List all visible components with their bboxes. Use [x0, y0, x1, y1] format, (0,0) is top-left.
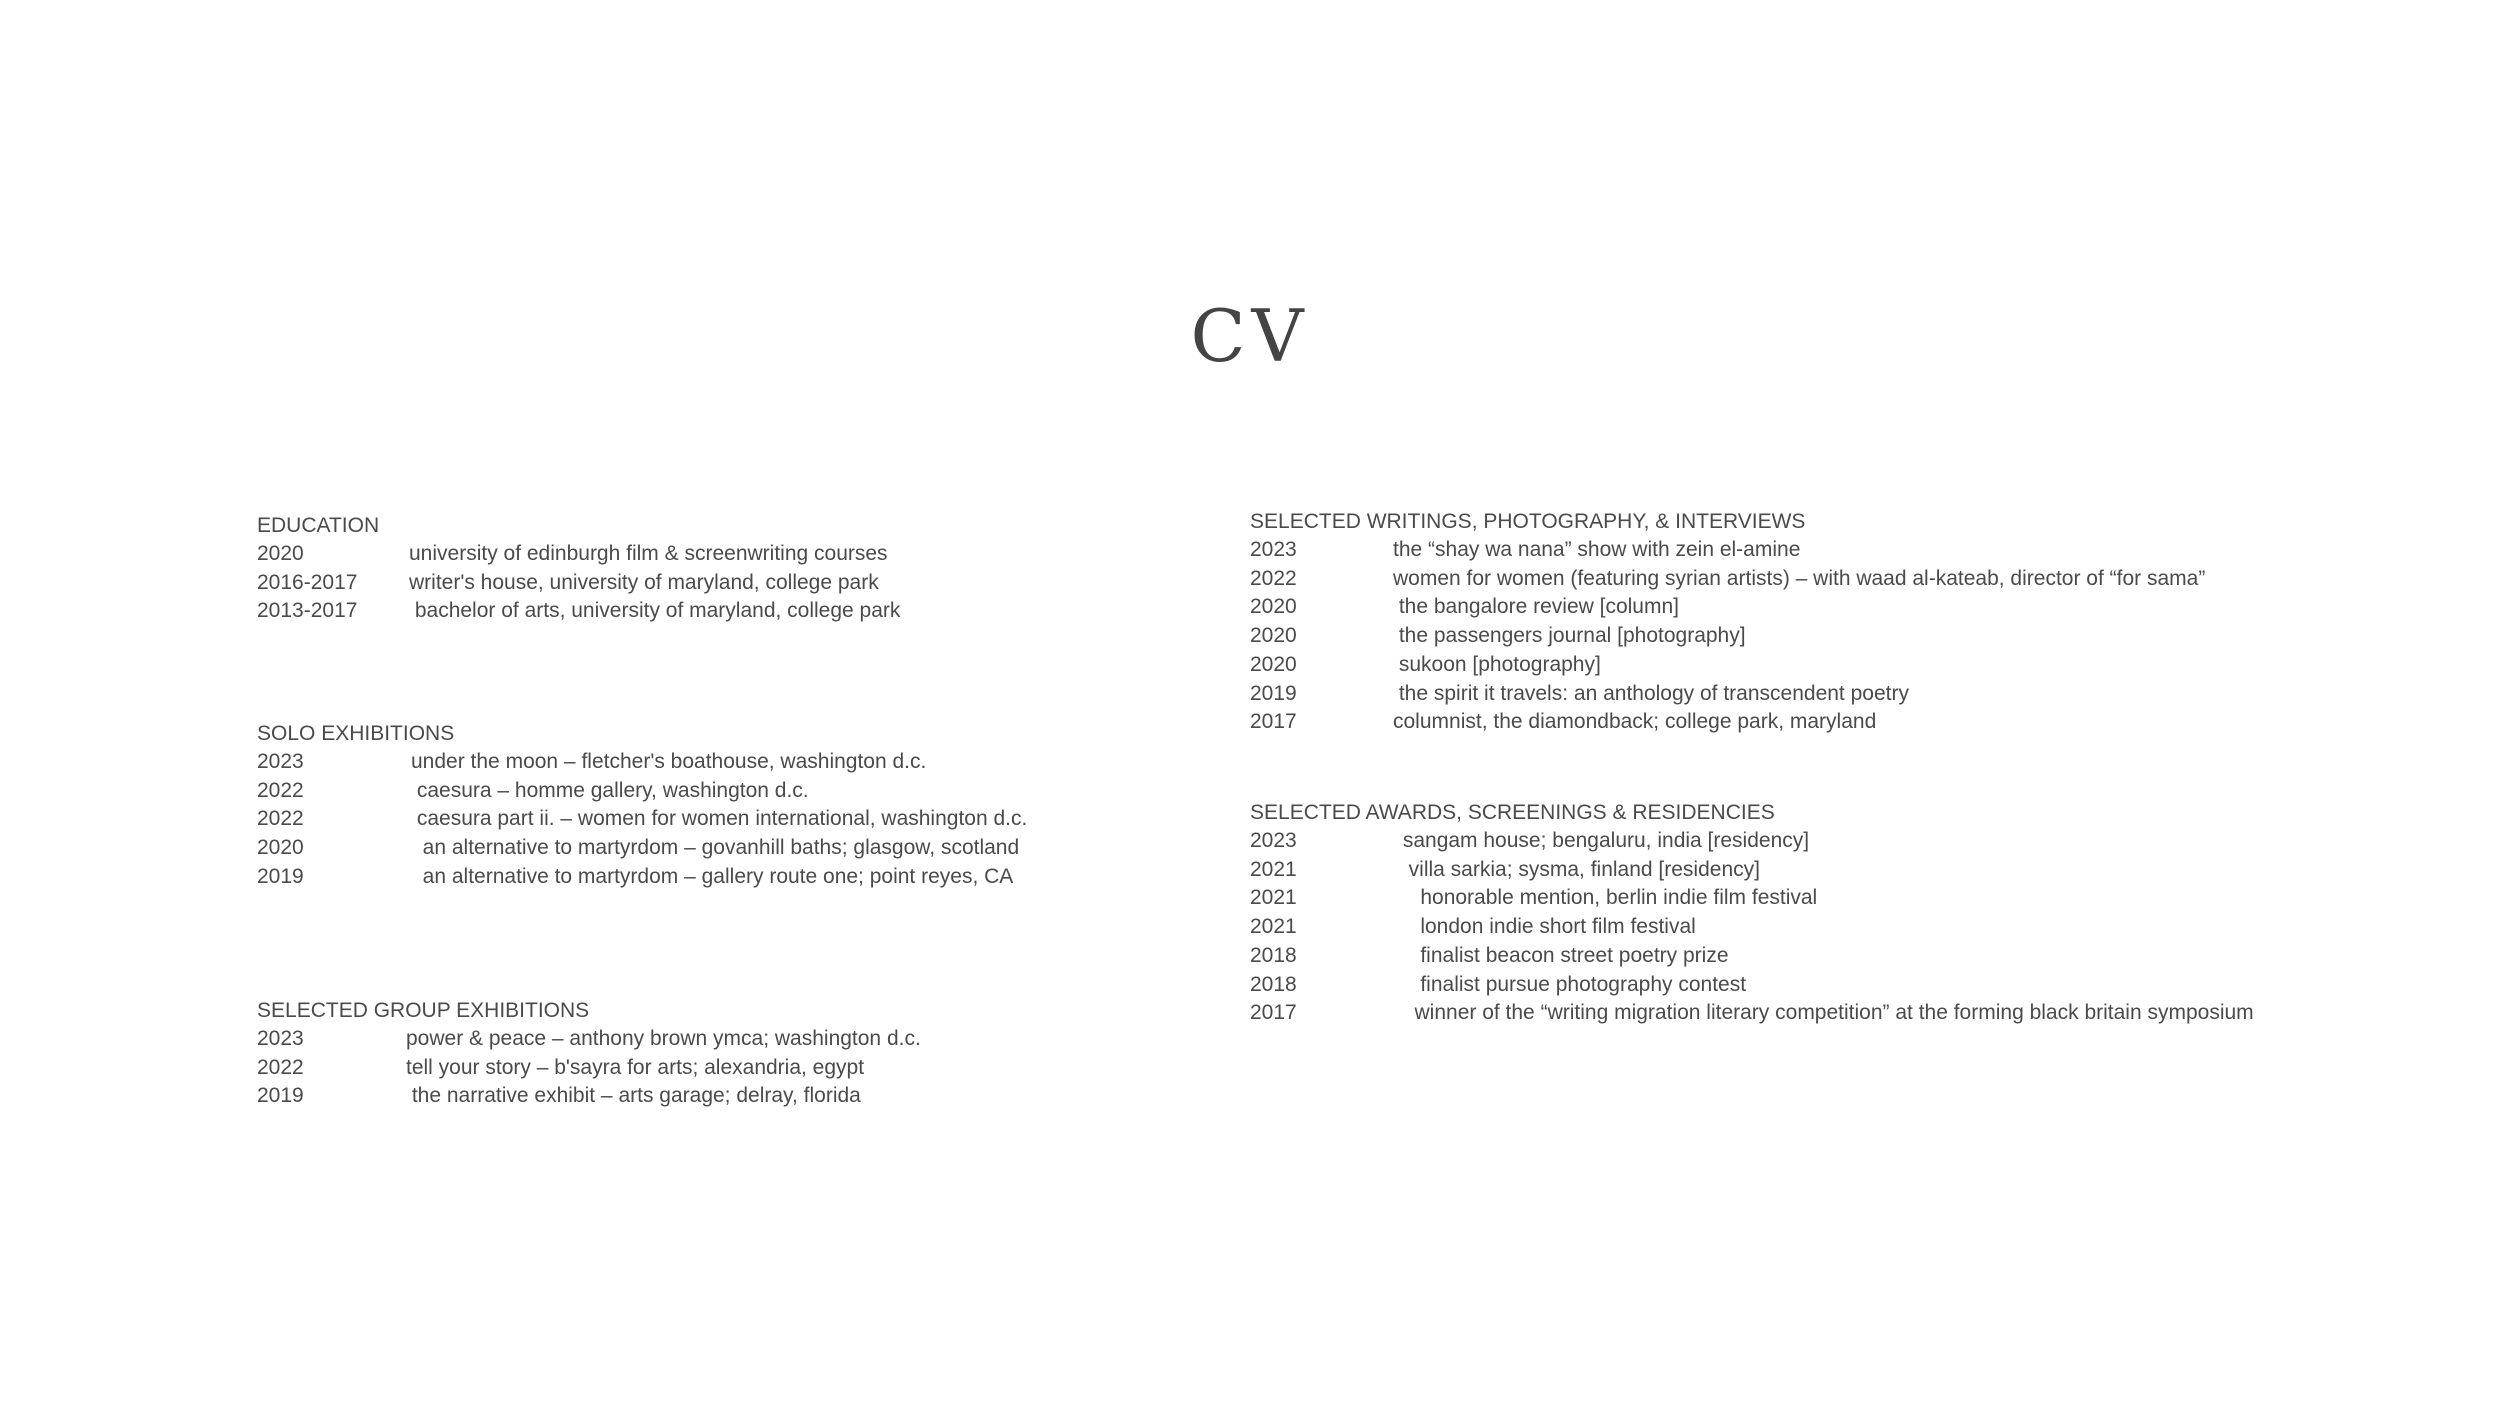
entry-text: finalist beacon street poetry prize — [1397, 943, 1729, 967]
writing-entry — [1250, 565, 2205, 594]
group-exhibition-entry — [257, 1025, 921, 1054]
entry-year: 2023 — [257, 1027, 304, 1050]
entry-year: 2022 — [257, 778, 304, 802]
solo-exhibition-entry — [257, 834, 1027, 863]
entry-year: 2018 — [1250, 943, 1297, 967]
entry-year: 2020 — [1250, 652, 1297, 676]
group-exhibitions-heading: SELECTED GROUP EXHIBITIONS — [257, 999, 590, 1022]
entry-year: 2023 — [1250, 829, 1297, 852]
entry-year: 2021 — [1250, 886, 1297, 910]
solo-exhibition-entry — [257, 863, 1027, 892]
writing-entry — [1250, 593, 2205, 622]
entry-text: caesura – homme gallery, washington d.c. — [411, 778, 809, 802]
entry-year: 2020 — [257, 542, 304, 565]
entry-year: 2023 — [257, 750, 304, 773]
entry-text: bachelor of arts, university of maryland, college park — [409, 599, 901, 623]
entry-text: caesura part ii. – women for women international, washington d.c. — [411, 807, 1028, 831]
education-entry — [257, 597, 900, 626]
solo-exhibitions-section — [257, 719, 1027, 892]
entry-year: 2013-2017 — [257, 599, 358, 623]
entry-text: an alternative to martyrdom – govanhill baths; glasgow, scotland — [411, 836, 1020, 860]
entry-text: the spirit it travels: an anthology of transcendent poetry — [1393, 681, 1909, 705]
entry-text: finalist pursue photography contest — [1397, 972, 1747, 996]
entry-text: tell your story – b'sayra for arts; alexandria, egypt — [406, 1055, 865, 1079]
award-entry — [1250, 856, 2254, 885]
solo-exhibition-entry — [257, 805, 1027, 834]
education-entry — [257, 540, 900, 569]
award-entry — [1250, 884, 2254, 913]
entry-year: 2022 — [257, 1055, 304, 1079]
solo-exhibition-entry — [257, 777, 1027, 806]
entry-text: an alternative to martyrdom – gallery route one; point reyes, CA — [411, 864, 1014, 888]
entry-text: winner of the “writing migration literary competition” at the forming black britain symposium — [1397, 1001, 2254, 1025]
entry-year: 2021 — [1250, 857, 1297, 881]
entry-text: sukoon [photography] — [1393, 652, 1601, 676]
entry-year: 2019 — [257, 864, 304, 888]
entry-text: london indie short film festival — [1397, 915, 1696, 939]
solo-exhibition-entry — [257, 748, 1027, 777]
page-title: CV — [1190, 294, 1310, 378]
entry-text: the “shay wa nana” show with zein el-amine — [1393, 538, 1801, 561]
group-exhibitions-section — [257, 996, 921, 1111]
entry-year: 2017 — [1250, 710, 1297, 734]
entry-text: the bangalore review [column] — [1393, 595, 1679, 619]
entry-year: 2022 — [1250, 566, 1297, 590]
entry-text: honorable mention, berlin indie film festival — [1397, 886, 1818, 910]
entry-year: 2017 — [1250, 1001, 1297, 1025]
group-exhibition-entry — [257, 1082, 921, 1111]
entry-text: writer's house, university of maryland, college park — [409, 570, 879, 594]
entry-text: the passengers journal [photography] — [1393, 624, 1746, 648]
award-entry — [1250, 971, 2254, 1000]
education-section — [257, 511, 900, 626]
writing-entry — [1250, 708, 2205, 737]
entry-year: 2023 — [1250, 538, 1297, 561]
writing-entry — [1250, 651, 2205, 680]
entry-text: under the moon – fletcher's boathouse, washington d.c. — [411, 750, 927, 773]
award-entry — [1250, 827, 2254, 856]
entry-text: sangam house; bengaluru, india [residency] — [1397, 829, 1810, 852]
award-entry — [1250, 999, 2254, 1028]
entry-year: 2021 — [1250, 915, 1297, 939]
writing-entry — [1250, 536, 2205, 565]
awards-section — [1250, 798, 2254, 1028]
entry-year: 2018 — [1250, 972, 1297, 996]
group-exhibition-entry — [257, 1054, 921, 1083]
awards-heading: SELECTED AWARDS, SCREENINGS & RESIDENCIES — [1250, 801, 1775, 824]
writing-entry — [1250, 680, 2205, 709]
writings-section — [1250, 507, 2205, 737]
education-entry — [257, 569, 900, 598]
entry-text: power & peace – anthony brown ymca; washington d.c. — [406, 1027, 921, 1050]
writings-heading: SELECTED WRITINGS, PHOTOGRAPHY, & INTERVIEWS — [1250, 510, 1806, 533]
entry-text: columnist, the diamondback; college park, maryland — [1393, 710, 1877, 734]
entry-year: 2020 — [1250, 595, 1297, 619]
entry-year: 2020 — [257, 836, 304, 860]
entry-year: 2019 — [257, 1084, 304, 1108]
writing-entry — [1250, 622, 2205, 651]
entry-year: 2022 — [257, 807, 304, 831]
award-entry — [1250, 913, 2254, 942]
solo-exhibitions-heading: SOLO EXHIBITIONS — [257, 722, 455, 745]
entry-year: 2016-2017 — [257, 570, 358, 594]
education-heading: EDUCATION — [257, 514, 380, 537]
entry-year: 2019 — [1250, 681, 1297, 705]
entry-text: women for women (featuring syrian artists) – with waad al-kateab, director of “for sama” — [1393, 566, 2206, 590]
entry-year: 2020 — [1250, 624, 1297, 648]
award-entry — [1250, 942, 2254, 971]
entry-text: the narrative exhibit – arts garage; delray, florida — [406, 1084, 861, 1108]
entry-text: university of edinburgh film & screenwriting courses — [409, 542, 888, 565]
entry-text: villa sarkia; sysma, finland [residency] — [1397, 857, 1760, 881]
